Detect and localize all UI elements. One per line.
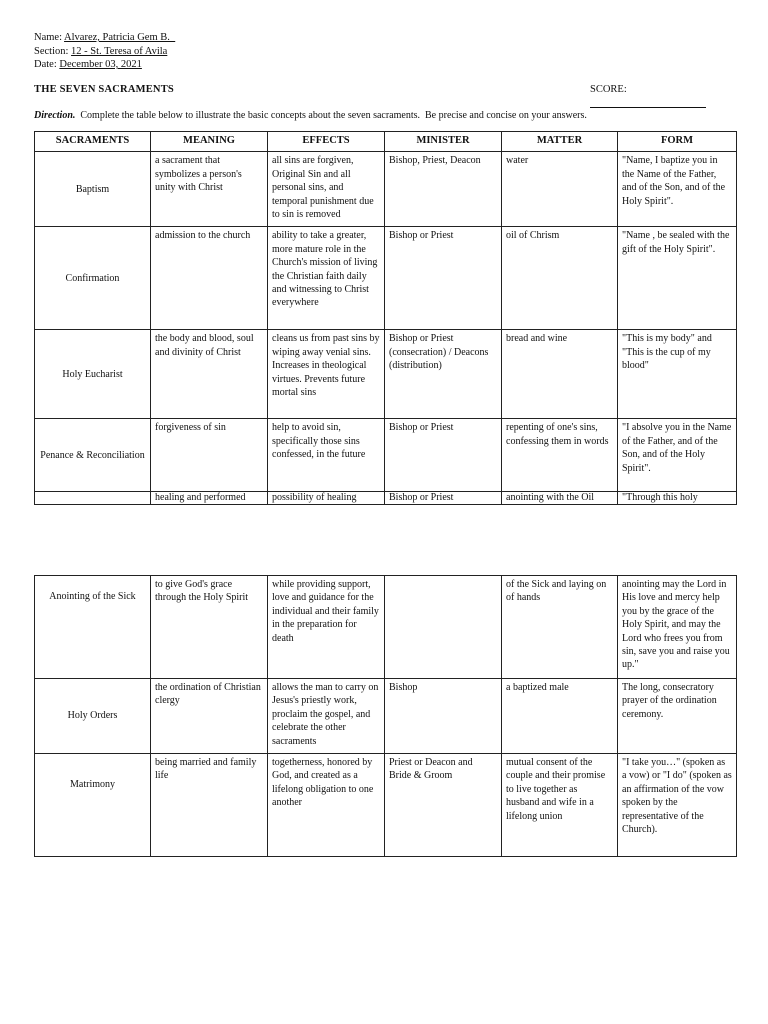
matter-cell: mutual consent of the couple and their promise to live together as husband and wife in a lifelong union — [502, 754, 618, 857]
meaning-cell: being married and family life — [151, 754, 268, 857]
sacrament-cell: Anointing of the Sick — [35, 576, 151, 679]
meaning-cell: forgiveness of sin — [151, 419, 268, 492]
table-row — [35, 754, 737, 857]
sacraments-table-page2 — [34, 575, 737, 857]
table-header-row — [35, 132, 737, 152]
minister-cell: Bishop, Priest, Deacon — [385, 152, 502, 227]
table-row — [35, 492, 737, 505]
form-cell: "Through this holy — [618, 492, 737, 505]
sacrament-cell: Holy Eucharist — [35, 330, 151, 419]
section-line — [34, 45, 175, 59]
date-label: Date: — [34, 59, 60, 70]
name-line — [34, 31, 175, 45]
date-line — [34, 58, 175, 72]
minister-cell: Bishop or Priest — [385, 492, 502, 505]
student-info — [34, 31, 175, 72]
table-row — [35, 576, 737, 679]
minister-cell — [385, 576, 502, 679]
table-row — [35, 679, 737, 754]
meaning-cell: admission to the church — [151, 227, 268, 330]
form-cell: "Name, I baptize you in the Name of the Father, and of the Son, and of the Holy Spirit". — [618, 152, 737, 227]
effects-cell: allows the man to carry on Jesus's priestly work, proclaim the gospel, and celebrate the other sacraments — [268, 679, 385, 754]
minister-cell: Bishop or Priest — [385, 419, 502, 492]
table-row — [35, 227, 737, 330]
matter-cell: oil of Chrism — [502, 227, 618, 330]
sacraments-table-page1 — [34, 131, 737, 505]
direction-label: Direction. — [34, 110, 76, 121]
header-matter: MATTER — [502, 132, 618, 152]
table-row — [35, 152, 737, 227]
form-cell: "This is my body" and "This is the cup of my blood" — [618, 330, 737, 419]
header-effects: EFFECTS — [268, 132, 385, 152]
name-value: Alvarez, Patricia Gem B._ — [64, 32, 176, 43]
section-value: 12 - St. Teresa of Avila — [71, 45, 168, 57]
meaning-cell: the ordination of Christian clergy — [151, 679, 268, 754]
form-cell: "Name , be sealed with the gift of the Holy Spirit". — [618, 227, 737, 330]
meaning-cell: the body and blood, soul and divinity of Christ — [151, 330, 268, 419]
effects-cell: possibility of healing — [268, 492, 385, 505]
section-label: Section: — [34, 45, 72, 57]
sacrament-cell: Confirmation — [35, 227, 151, 330]
form-cell: anointing may the Lord in His love and mercy help you by the grace of the Holy Spirit, and may the Lord who frees you from sin, save you and raise you up." — [618, 576, 737, 679]
direction-text: Complete the table below to illustrate the basic concepts about the seven sacraments. Be precise and concise on your answers. — [75, 110, 587, 121]
title-row — [34, 83, 734, 97]
direction — [34, 109, 587, 122]
header-sacraments: SACRAMENTS — [35, 132, 151, 152]
table-row — [35, 419, 737, 492]
form-cell: "I take you…" (spoken as a vow) or "I do" (spoken as an affirmation of the vow spoken by the representative of the Church). — [618, 754, 737, 857]
sacrament-cell: Baptism — [35, 152, 151, 227]
minister-cell: Bishop or Priest — [385, 227, 502, 330]
sacrament-cell: Penance & Reconciliation — [35, 419, 151, 492]
date-value: December 03, 2021 — [59, 59, 142, 70]
matter-cell: of the Sick and laying on of hands — [502, 576, 618, 679]
sacrament-cell: Holy Orders — [35, 679, 151, 754]
matter-cell: repenting of one's sins, confessing them in words — [502, 419, 618, 492]
meaning-cell: healing and performed — [151, 492, 268, 505]
sacrament-cell — [35, 492, 151, 505]
score-blank — [590, 97, 706, 108]
effects-cell: all sins are forgiven, Original Sin and all personal sins, and temporal punishment due to sin is removed — [268, 152, 385, 227]
effects-cell: cleans us from past sins by wiping away venial sins. Increases in theological virtues. Prevents future mortal sins — [268, 330, 385, 419]
page-title: THE SEVEN SACRAMENTS — [34, 84, 174, 95]
score-label: SCORE: — [590, 84, 627, 95]
meaning-cell: to give God's grace through the Holy Spirit — [151, 576, 268, 679]
matter-cell: a baptized male — [502, 679, 618, 754]
name-label: Name: — [34, 32, 65, 43]
header-minister: MINISTER — [385, 132, 502, 152]
matter-cell: water — [502, 152, 618, 227]
form-cell: The long, consecratory prayer of the ordination ceremony. — [618, 679, 737, 754]
matter-cell: bread and wine — [502, 330, 618, 419]
score-field — [590, 83, 734, 112]
form-cell: "I absolve you in the Name of the Father, and of the Son, and of the Holy Spirit". — [618, 419, 737, 492]
minister-cell: Bishop or Priest (consecration) / Deacons (distribution) — [385, 330, 502, 419]
meaning-cell: a sacrament that symbolizes a person's unity with Christ — [151, 152, 268, 227]
header-form: FORM — [618, 132, 737, 152]
table-row — [35, 330, 737, 419]
effects-cell: while providing support, love and guidance for the individual and their family in the preparation for death — [268, 576, 385, 679]
effects-cell: ability to take a greater, more mature role in the Church's mission of living the Christian faith daily and witnessing to Christ everywhere — [268, 227, 385, 330]
minister-cell: Priest or Deacon and Bride & Groom — [385, 754, 502, 857]
effects-cell: togetherness, honored by God, and created as a lifelong obligation to one another — [268, 754, 385, 857]
header-meaning: MEANING — [151, 132, 268, 152]
minister-cell: Bishop — [385, 679, 502, 754]
matter-cell: anointing with the Oil — [502, 492, 618, 505]
sacrament-cell: Matrimony — [35, 754, 151, 857]
effects-cell: help to avoid sin, specifically those sins confessed, in the future — [268, 419, 385, 492]
